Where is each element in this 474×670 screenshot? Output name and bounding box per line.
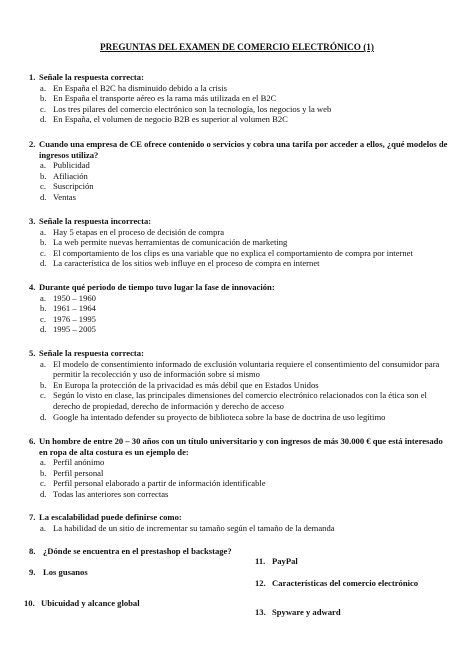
option-b	[29, 93, 449, 104]
option-a	[29, 160, 449, 171]
question-text: Señale la respuesta correcta:	[39, 348, 144, 358]
option-text: El modelo de consentimiento informado de exclusión voluntaria requiere el consentimiento del consumidor para permitir la recolección y uso de información sobre sí mismo	[53, 358, 440, 380]
option-list	[29, 83, 449, 125]
question-number: 8.	[29, 546, 36, 556]
question-text: Ubicuidad y alcance global	[41, 598, 140, 608]
option-letter: a.	[40, 457, 46, 468]
option-list	[29, 523, 449, 534]
option-text: Afiliación	[53, 170, 88, 181]
option-b	[29, 380, 449, 391]
question-number: 11.	[255, 556, 266, 566]
option-letter: b.	[40, 93, 47, 104]
option-text: El comportamiento de los clips es una variable que no explica el comportamiento de compra por internet	[53, 247, 413, 258]
option-text: 1976 – 1995	[53, 313, 96, 324]
option-letter: c.	[40, 313, 46, 324]
option-d	[29, 324, 449, 335]
question-text: PayPal	[272, 556, 298, 566]
option-text: Perfil personal	[53, 467, 104, 478]
question-header	[29, 282, 449, 293]
question-header	[29, 436, 449, 457]
question-5	[29, 348, 449, 422]
question-number: 10.	[24, 598, 35, 608]
option-text: La característica de los sitios web influye en el proceso de compra en internet	[53, 258, 320, 269]
question-number: 6.	[29, 436, 36, 446]
option-d	[29, 489, 449, 500]
option-list	[29, 227, 449, 269]
option-letter: c.	[40, 390, 46, 401]
option-d	[29, 192, 449, 203]
option-letter: b.	[40, 467, 47, 478]
option-text: Suscripción	[53, 181, 94, 192]
question-8	[29, 546, 232, 557]
question-4	[29, 282, 449, 335]
question-text: Características del comercio electrónico	[272, 578, 419, 588]
option-d	[29, 258, 449, 269]
option-letter: b.	[40, 303, 47, 314]
option-letter: a.	[40, 358, 46, 369]
option-letter: a.	[40, 226, 46, 237]
question-text: ¿Dónde se encuentra en el prestashop el backstage?	[43, 546, 232, 556]
question-number: 12.	[255, 578, 266, 588]
question-11	[255, 556, 298, 567]
option-text: 1995 – 2005	[53, 324, 96, 335]
option-letter: c.	[40, 478, 46, 489]
option-text: 1950 – 1960	[53, 292, 96, 303]
option-letter: c.	[40, 103, 46, 114]
option-text: Ventas	[53, 191, 76, 202]
option-letter: b.	[40, 170, 47, 181]
question-text: Señale la respuesta incorrecta:	[39, 216, 152, 226]
option-text: La web permite nuevas herramientas de comunicación de marketing	[53, 237, 288, 248]
option-list	[29, 160, 449, 202]
option-d	[29, 412, 449, 423]
question-6	[29, 436, 449, 500]
option-c	[29, 478, 449, 489]
option-list	[29, 293, 449, 335]
option-letter: a.	[40, 292, 46, 303]
option-text: En España el transporte aéreo es la rama más utilizada en el B2C	[53, 93, 277, 104]
question-number: 13.	[255, 607, 266, 617]
option-list	[29, 359, 449, 423]
option-text: La habilidad de un sitio de incrementar su tamaño según el tamaño de la demanda	[53, 522, 335, 533]
question-number: 9.	[29, 567, 36, 577]
question-number: 7.	[29, 512, 36, 522]
question-text: Los gusanos	[43, 567, 88, 577]
option-d	[29, 114, 449, 125]
option-text: 1961 – 1964	[53, 303, 96, 314]
question-header	[29, 72, 449, 83]
option-a	[29, 293, 449, 304]
option-letter: c.	[40, 247, 46, 258]
question-text: Durante qué periodo de tiempo tuvo lugar la fase de innovación:	[39, 282, 275, 292]
question-header	[29, 512, 449, 523]
question-1	[29, 72, 449, 125]
option-text: Publicidad	[53, 160, 90, 171]
question-number: 5.	[29, 348, 36, 358]
option-text: Perfil personal elaborado a partir de información identificable	[53, 478, 266, 489]
option-letter: d.	[40, 114, 47, 125]
option-letter: b.	[40, 379, 47, 390]
question-number: 1.	[29, 72, 36, 82]
option-c	[29, 104, 449, 115]
option-text: Hay 5 etapas en el proceso de decisión de compra	[53, 226, 225, 237]
option-a	[29, 359, 449, 380]
option-text: Según lo visto en clase, las principales dimensiones del comercio electrónico relacionados con la ética son el derecho de propiedad, derecho de información y derecho de acceso	[53, 390, 427, 411]
option-text: Los tres pilares del comercio electrónico son la tecnología, los negocios y la web	[53, 103, 332, 114]
option-letter: b.	[40, 237, 47, 248]
option-b	[29, 468, 449, 479]
question-9	[29, 567, 88, 578]
question-12	[255, 578, 418, 589]
option-letter: d.	[40, 258, 47, 269]
option-letter: d.	[40, 411, 47, 422]
option-text: En España, el volumen de negocio B2B es superior al volumen B2C	[53, 114, 288, 125]
question-header	[29, 216, 449, 227]
option-b	[29, 237, 449, 248]
option-letter: a.	[40, 82, 46, 93]
question-number: 3.	[29, 216, 36, 226]
option-text: En España el B2C ha disminuido debido a la crisis	[53, 82, 227, 93]
question-13	[255, 607, 341, 618]
question-7	[29, 512, 449, 533]
question-2	[29, 139, 449, 203]
option-text: Perfil anónimo	[53, 457, 105, 468]
question-number: 4.	[29, 282, 36, 292]
question-header	[29, 348, 449, 359]
option-text: En Europa la protección de la privacidad es más débil que en Estados Unidos	[53, 379, 319, 390]
option-letter: d.	[40, 488, 47, 499]
option-letter: d.	[40, 191, 47, 202]
option-a	[29, 457, 449, 468]
option-c	[29, 248, 449, 259]
option-letter: d.	[40, 324, 47, 335]
option-b	[29, 171, 449, 182]
question-text: Cuando una empresa de CE ofrece contenido o servicios y cobra una tarifa por acceder a ellos, ¿qué modelos de ingresos utiliza?	[39, 139, 448, 160]
option-text: Todas las anteriores son correctas	[53, 488, 169, 499]
option-letter: c.	[40, 181, 46, 192]
question-number: 2.	[29, 139, 36, 149]
option-c	[29, 181, 449, 192]
question-text: Spyware y adward	[272, 607, 341, 617]
option-a	[29, 227, 449, 238]
page-title: PREGUNTAS DEL EXAMEN DE COMERCIO ELECTRÓNICO (1)	[100, 42, 374, 52]
option-letter: a.	[40, 160, 46, 171]
question-3	[29, 216, 449, 269]
option-letter: a.	[40, 522, 46, 533]
option-a	[29, 83, 449, 94]
option-c	[29, 390, 449, 411]
option-list	[29, 457, 449, 499]
option-text: Google ha intentado defender su proyecto de biblioteca sobre la base de doctrina de uso legítimo	[53, 411, 386, 422]
option-a	[29, 523, 449, 534]
option-b	[29, 303, 449, 314]
question-text: La escalabilidad puede definirse como:	[39, 512, 182, 522]
question-text: Señale la respuesta correcta:	[39, 72, 144, 82]
question-10	[24, 598, 140, 609]
question-text: Un hombre de entre 20 – 30 años con un título universitario y con ingresos de más 30.000 € que está interesado en ropa de alta costura es un ejemplo de:	[39, 436, 443, 457]
option-c	[29, 314, 449, 325]
question-header	[29, 139, 449, 160]
